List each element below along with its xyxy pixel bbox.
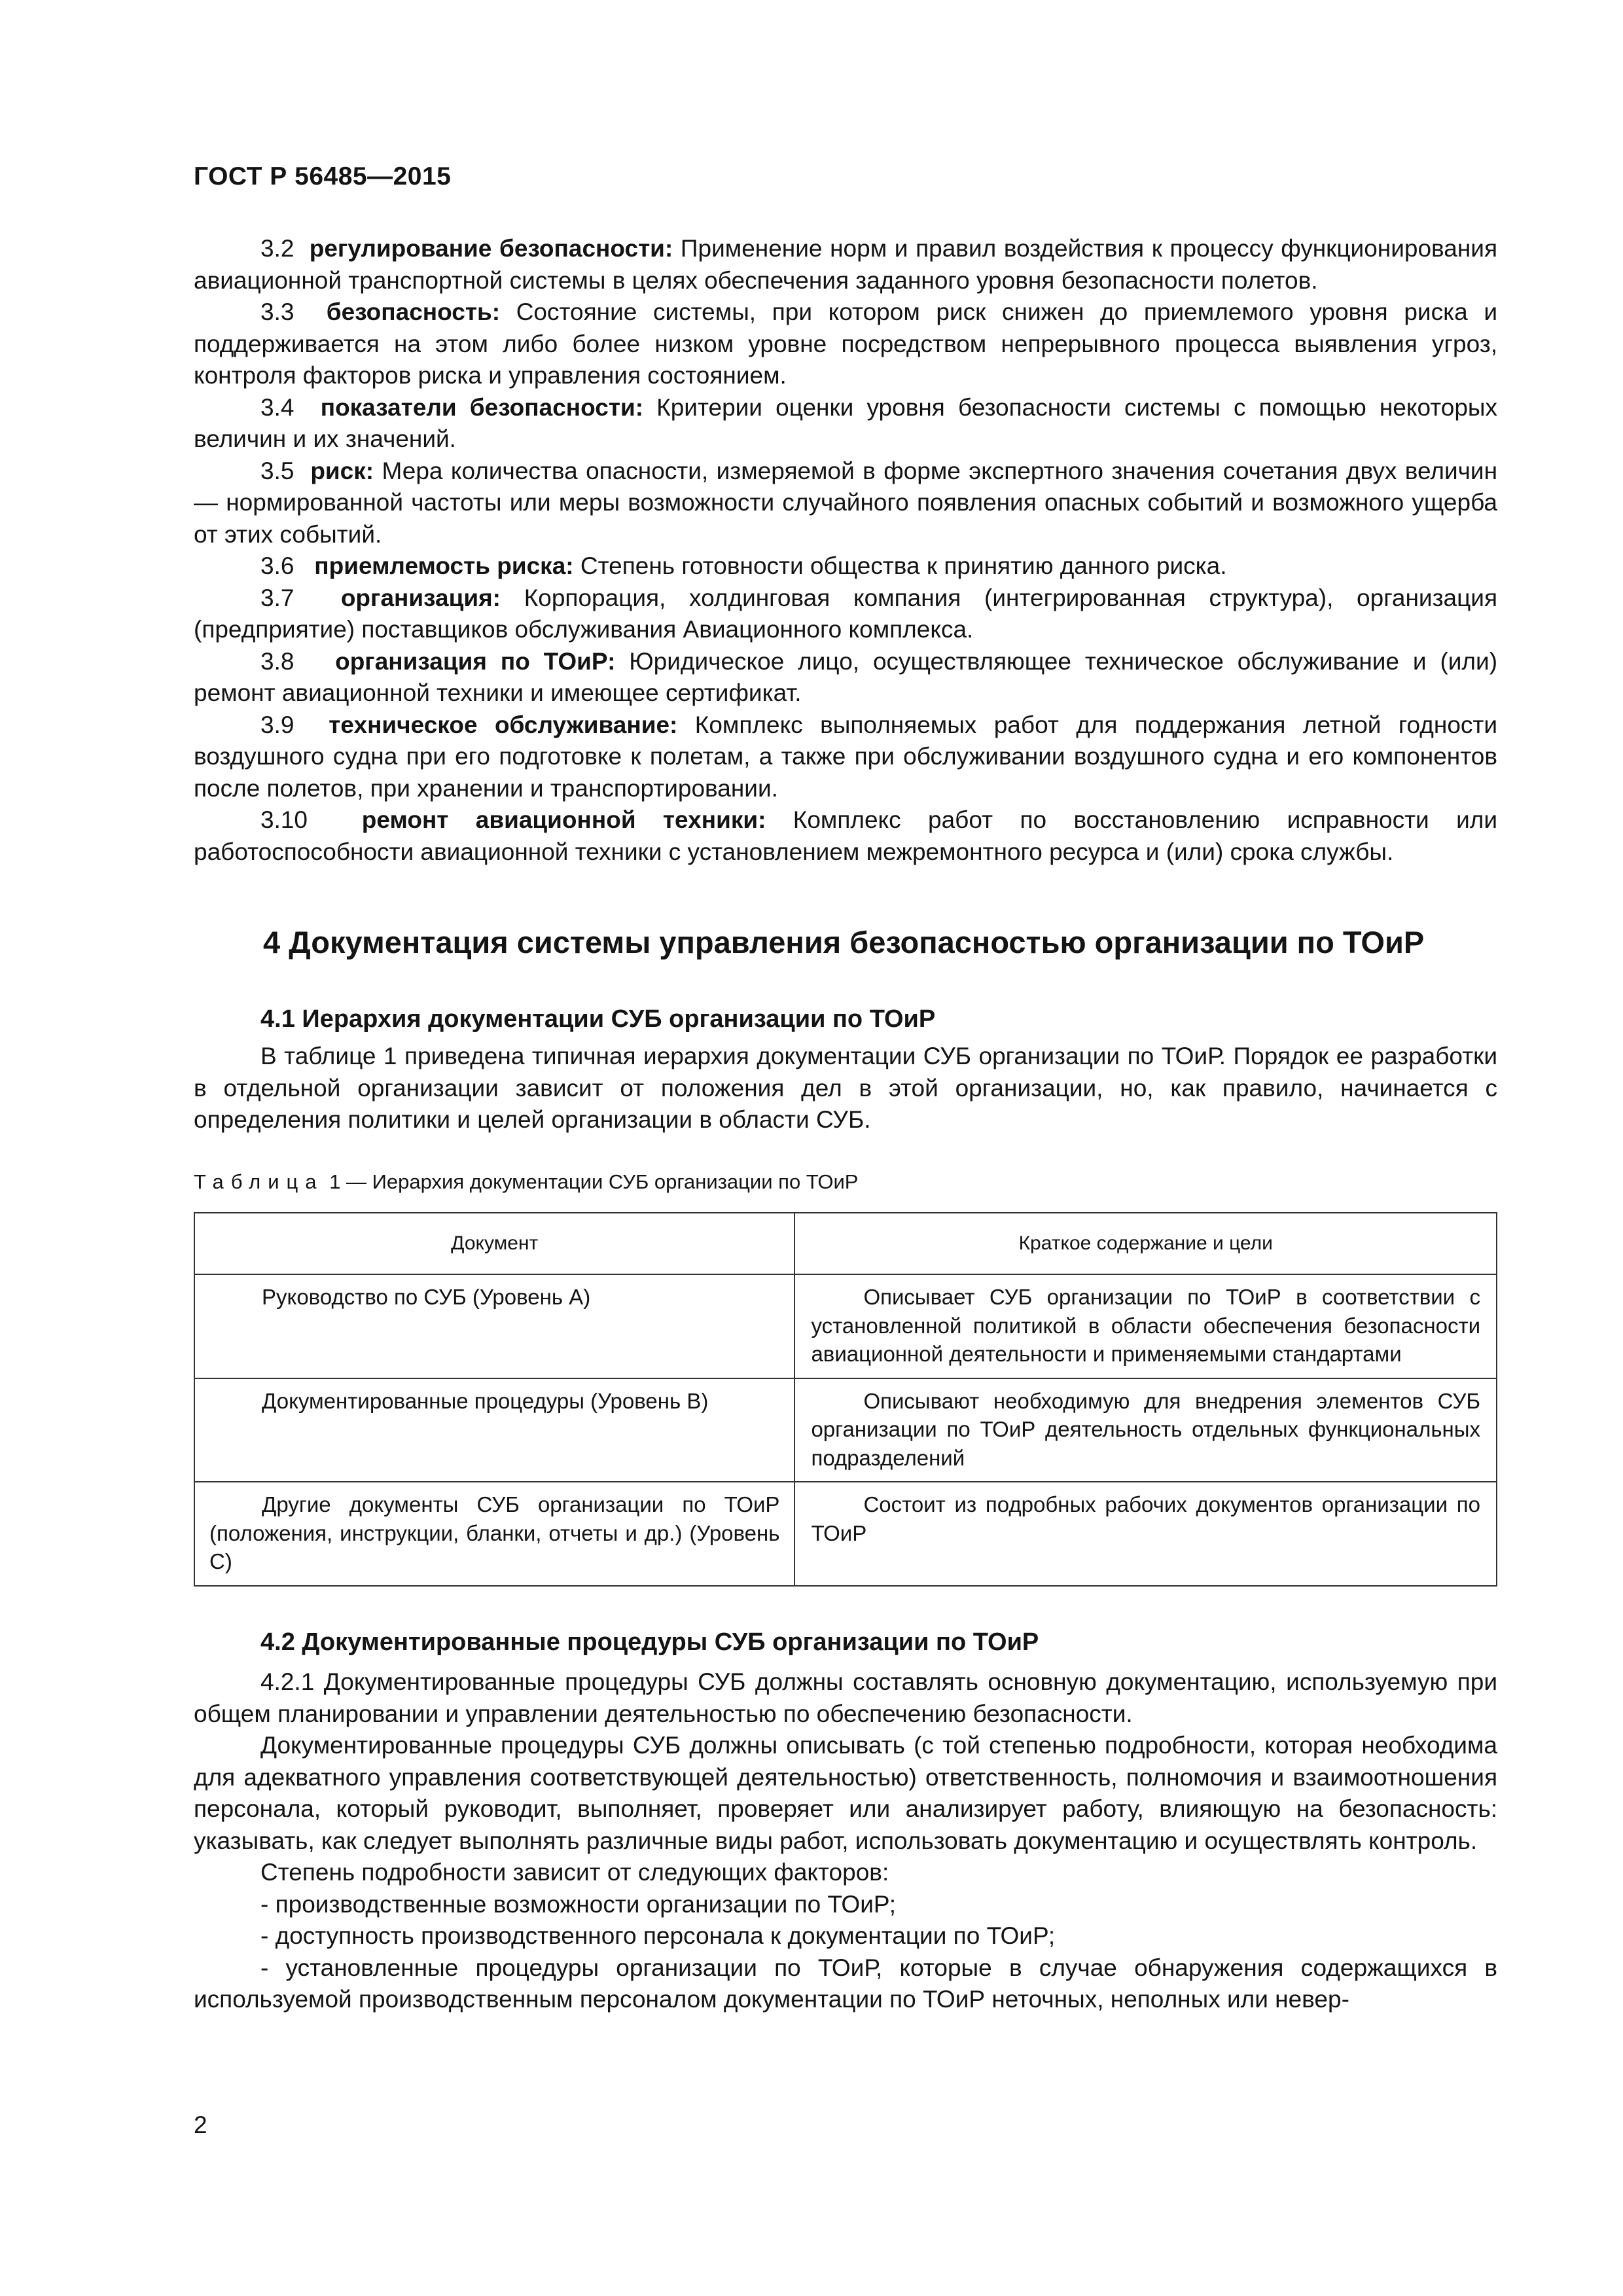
list-item: - производственные возможности организации по ТОиР;: [260, 1890, 897, 1918]
table-cell-desc: Описывают необходимую для внедрения элементов СУБ организации по ТОиР деятельность отдельных функциональных подразделений: [794, 1378, 1497, 1482]
column-header-content: Краткое содержание и цели: [794, 1213, 1497, 1274]
definition-item: 3.9 техническое обслуживание: Комплекс выполняемых работ для поддержания летной годности воздушного судна при его подготовке к полетам, а также при обслуживании воздушного судна и его компонентов после полетов, при хранении и транспортировании.: [194, 711, 1498, 802]
section-4-2-text: 4.2.1 Документированные процедуры СУБ должны составлять основную документацию, используемую при общем планировании и управлении деятельностью по обеспечению безопасности. Документированные процедуры СУБ должны описывать (с той степенью подробности, которая необходима для адекватного управления соответствующей деятельностью) ответственность, полномочия и взаимоотношения персонала, который руководит, выполняет, проверяет или анализирует работу, влияющую на безопасность: указывать, как следует выполнять различные виды работ, использовать документацию и осуществлять контроль. Степень подробности зависит от следующих факторов: - производственные возможности организации по ТОиР; - доступность производственного персонала к документации по ТОиР; - установленные процедуры организации по ТОиР, которые в случае обнаружения содержащихся в используемой производственным персоналом документации по ТОиР неточных, неполных или невер-: [194, 1666, 1497, 2016]
definition-item: 3.7 организация: Корпорация, холдинговая компания (интегрированная структура), организация (предприятие) поставщиков обслуживания Авиационного комплекса.: [194, 584, 1498, 643]
list-item: - установленные процедуры организации по ТОиР, которые в случае обнаружения содержащихся в используемой производственным персоналом документации по ТОиР неточных, неполных или невер-: [194, 1954, 1497, 2013]
definition-item: 3.6 приемлемость риска: Степень готовности общества к принятию данного риска.: [260, 552, 1227, 579]
page-number: 2: [194, 2111, 207, 2138]
section-4-2-heading: 4.2 Документированные процедуры СУБ организации по ТОиР: [260, 1628, 1039, 1656]
definition-item: 3.10 ремонт авиационной техники: Комплекс работ по восстановлению исправности или работоспособности авиационной техники с установлением межремонтного ресурса и (или) срока службы.: [194, 806, 1498, 865]
table-cell-desc: Описывает СУБ организации по ТОиР в соответствии с установленной политикой в области обеспечения безопасности авиационной деятельности и применяемыми стандартами: [794, 1274, 1497, 1378]
definition-item: 3.8 организация по ТОиР: Юридическое лицо, осуществляющее техническое обслуживание и (или) ремонт авиационной техники и имеющее сертификат.: [194, 647, 1498, 706]
definition-item: 3.2 регулирование безопасности: Применение норм и правил воздействия к процессу функционирования авиационной транспортной системы в целях обеспечения заданного уровня безопасности полетов.: [194, 235, 1498, 294]
document-header: ГОСТ Р 56485—2015: [194, 162, 452, 190]
table-header-row: [194, 1213, 1497, 1274]
definition-item: 3.5 риск: Мера количества опасности, измеряемой в форме экспертного значения сочетания двух величин — нормированной частоты или меры возможности случайного появления опасных событий и возможного ущерба от этих событий.: [194, 457, 1497, 548]
definition-item: 3.3 безопасность: Состояние системы, при котором риск снижен до приемлемого уровня риска и поддерживается на этом либо более низком уровне посредством непрерывного процесса выявления угроз, контроля факторов риска и управления состоянием.: [194, 298, 1497, 389]
hierarchy-table: [194, 1212, 1497, 1587]
table-caption: Таблица 1 — Иерархия документации СУБ организации по ТОиР: [194, 1170, 859, 1193]
table-cell-desc: Состоит из подробных рабочих документов организации по ТОиР: [794, 1482, 1497, 1586]
definitions-block: [194, 233, 1497, 868]
table-row: [194, 1378, 1497, 1482]
list-item: - доступность производственного персонала к документации по ТОиР;: [260, 1922, 1056, 1949]
table-cell-doc: Документированные процедуры (Уровень В): [194, 1378, 794, 1482]
section-4-heading: 4 Документация системы управления безопасностью организации по ТОиР: [263, 925, 1425, 960]
definition-item: 3.4 показатели безопасности: Критерии оценки уровня безопасности системы с помощью некоторых величин и их значений.: [194, 393, 1497, 452]
section-4-1-text: В таблице 1 приведена типичная иерархия документации СУБ организации по ТОиР. Порядок ее разработки в отдельной организации зависит от положения дел в этой организации, но, как правило, начинается с определения политики и целей организации в области СУБ.: [194, 1043, 1497, 1133]
table-row: [194, 1482, 1497, 1586]
table-cell-doc: Руководство по СУБ (Уровень А): [194, 1274, 794, 1378]
section-4-1-heading: 4.1 Иерархия документации СУБ организации по ТОиР: [260, 1005, 936, 1033]
column-header-document: Документ: [194, 1213, 794, 1274]
table-row: [194, 1274, 1497, 1378]
table-cell-doc: Другие документы СУБ организации по ТОиР (положения, инструкции, бланки, отчеты и др.) (Уровень С): [194, 1482, 794, 1586]
